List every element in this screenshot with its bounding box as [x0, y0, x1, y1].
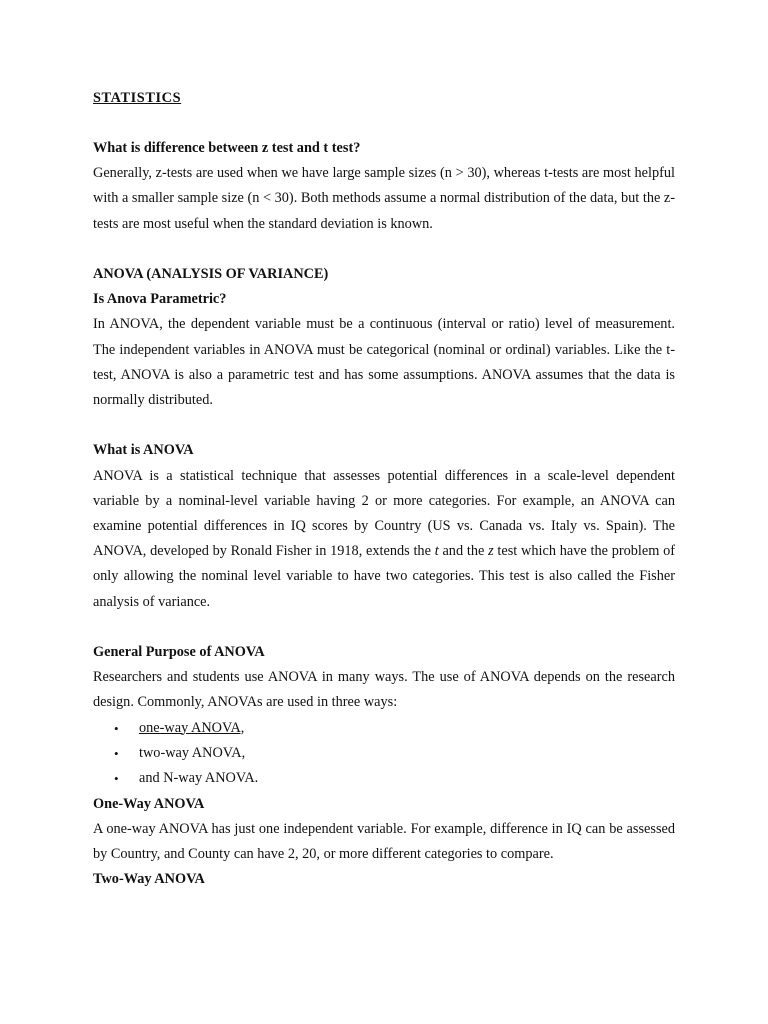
t-letter: t — [434, 543, 439, 560]
heading-general-purpose: General Purpose of ANOVA — [93, 643, 265, 660]
spacer — [93, 237, 675, 262]
list-item-text[interactable]: one-way ANOVA, — [139, 719, 245, 736]
list-item-text: and N-way ANOVA. — [139, 770, 259, 787]
heading-one-way-anova: One-Way ANOVA — [93, 795, 205, 812]
heading-anova-section: ANOVA (ANALYSIS OF VARIANCE) — [93, 265, 329, 282]
z-letter: z — [488, 543, 494, 560]
list-item-text: two-way ANOVA, — [139, 744, 246, 761]
bullet-icon: • — [114, 745, 119, 761]
document-title: STATISTICS — [93, 90, 182, 106]
text-run: test which have the problem of only allowing the nominal level variable to have two categories. This test is also called the Fisher analysis of variance. — [93, 543, 676, 610]
heading-anova-parametric: Is Anova Parametric? — [93, 291, 227, 308]
heading-two-way-anova: Two-Way ANOVA — [93, 871, 205, 888]
document-body — [93, 86, 675, 893]
spacer — [93, 615, 675, 640]
list-item — [93, 716, 675, 741]
list-item — [93, 741, 675, 766]
anova-types-list — [93, 716, 675, 792]
list-item — [93, 766, 675, 791]
bullet-icon: • — [114, 720, 119, 736]
paragraph-one-way-anova: A one-way ANOVA has just one independent variable. For example, difference in IQ can be assessed by Country, and County can have 2, 20, or more different categories to compare. — [93, 820, 675, 863]
paragraph-general-purpose: Researchers and students use ANOVA in many ways. The use of ANOVA depends on the research design. Commonly, ANOVAs are used in three ways: — [93, 669, 675, 711]
paragraph-what-is-anova — [93, 464, 675, 615]
paragraph-anova-parametric: In ANOVA, the dependent variable must be a continuous (interval or ratio) level of measurement. The independent variables in ANOVA must be categorical (nominal or ordinal) variables. Like the t-test, ANOVA is also a parametric test and has some assumptions. ANOVA assumes that the data is normally distributed. — [93, 316, 675, 408]
spacer — [93, 413, 675, 438]
heading-what-is-anova: What is ANOVA — [93, 442, 194, 459]
bullet-icon: • — [114, 771, 119, 787]
text-run: and the — [438, 543, 489, 560]
text-run: ANOVA is a statistical technique that assesses potential differences in a scale-level dependent variable by a nominal-level variable having 2 or more categories. For example, an ANOVA can examine potential differences in IQ scores by Country (US vs. Canada vs. Italy vs. Spain). The ANOVA, developed by Ronald Fisher in 1918, extends the — [93, 467, 675, 560]
paragraph-z-vs-t: Generally, z-tests are used when we have large sample sizes (n > 30), whereas t-tests are most helpful with a smaller sample size (n < 30). Both methods assume a normal distribution of the data, but the z-tests are most useful when the standard deviation is known. — [93, 165, 675, 232]
heading-z-vs-t: What is difference between z test and t test? — [93, 140, 361, 156]
